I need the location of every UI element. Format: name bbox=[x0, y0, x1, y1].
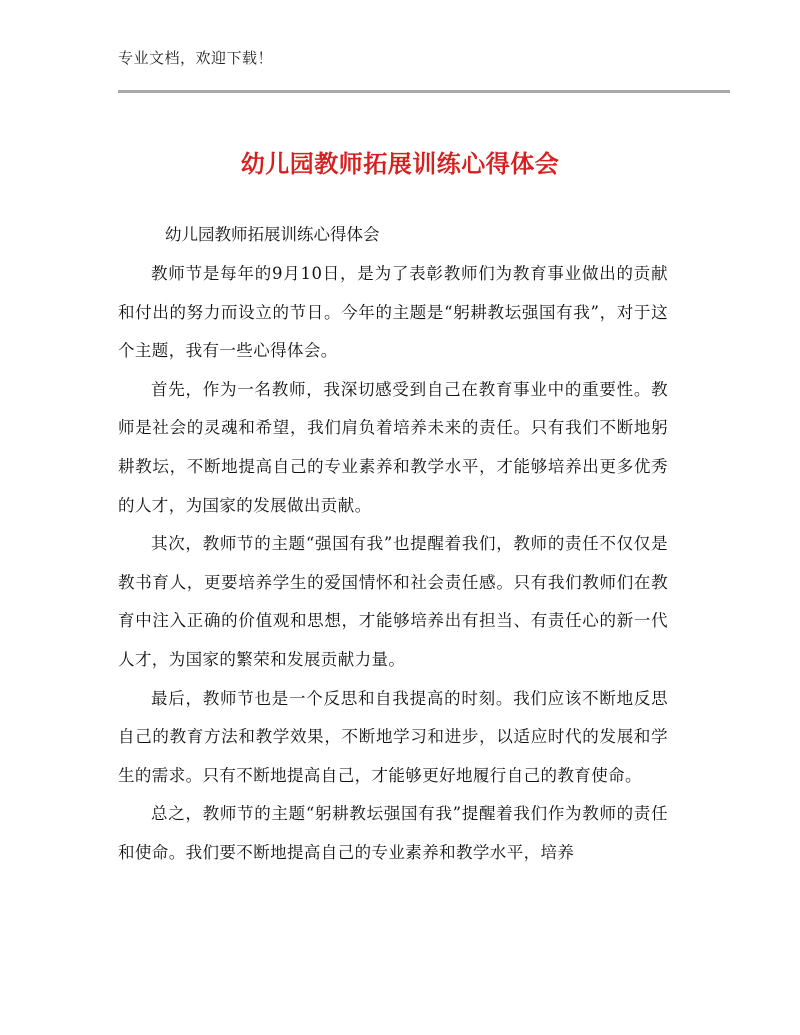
paragraph: 最后，教师节也是一个反思和自我提高的时刻。我们应该不断地反思自己的教育方法和教学效果，不断地学习和进步，以适应时代的发展和学生的需求。只有不断地提高自己，才能够更好地履行自己的教育使命。 bbox=[118, 688, 668, 785]
header-note: 专业文档，欢迎下载！ bbox=[118, 49, 274, 67]
paragraph: 教师节是每年的9月10日，是为了表彰教师们为教育事业做出的贡献和付出的努力而设立的节日。今年的主题是“躬耕教坛强国有我”，对于这个主题，我有一些心得体会。 bbox=[118, 264, 668, 361]
header-divider bbox=[118, 90, 730, 93]
document-title: 幼儿园教师拓展训练心得体会 bbox=[240, 150, 560, 178]
paragraph: 其次，教师节的主题“强国有我”也提醒着我们，教师的责任不仅仅是教书育人，更要培养学生的爱国情怀和社会责任感。只有我们教师们在教育中注入正确的价值观和思想，才能够培养出有担当、有责任心的新一代人才，为国家的繁荣和发展贡献力量。 bbox=[118, 534, 668, 669]
paragraph: 首先，作为一名教师，我深切感受到自己在教育事业中的重要性。教师是社会的灵魂和希望，我们肩负着培养未来的责任。只有我们不断地躬耕教坛，不断地提高自己的专业素养和教学水平，才能够培养出更多优秀的人才，为国家的发展做出贡献。 bbox=[118, 379, 668, 515]
paragraph: 总之，教师节的主题“躬耕教坛强国有我”提醒着我们作为教师的责任和使命。我们要不断地提高自己的专业素养和教学水平，培养 bbox=[118, 804, 668, 862]
document-body bbox=[118, 216, 668, 873]
document-subtitle: 幼儿园教师拓展训练心得体会 bbox=[165, 225, 380, 244]
